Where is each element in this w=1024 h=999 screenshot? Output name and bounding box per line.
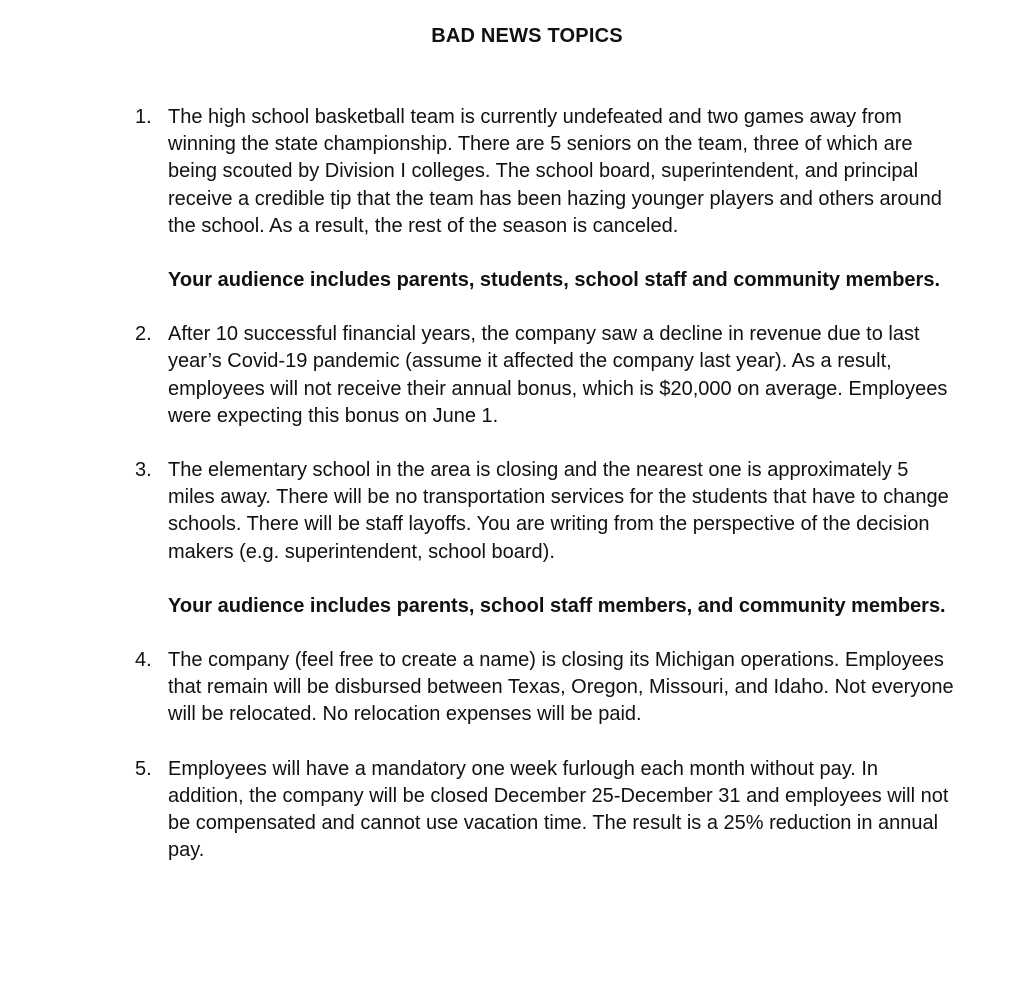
item-text: The elementary school in the area is closing and the nearest one is approximately 5 miles away. There will be no transportation services for the students that have to change schools. There will be staff layoffs. You are writing from the perspective of the decision makers (e.g. superintendent, school board).	[168, 459, 949, 563]
item-number: 5.	[135, 757, 152, 780]
item-text: Employees will have a mandatory one week furlough each month without pay. In addition, the company will be closed December 25-December 31 and employees will not be compensated and cannot use vacation time. The result is a 25% reduction in annual pay.	[168, 757, 949, 862]
topic-list	[135, 104, 955, 864]
item-audience: Your audience includes parents, students, school staff and community members.	[168, 269, 941, 292]
item-number: 1.	[135, 106, 152, 128]
item-text: After 10 successful financial years, the company saw a decline in revenue due to last year’s Covid-19 pandemic (assume it affected the company last year). As a result, employees will not receive their annual bonus, which is $20,000 on average. Employees were expecting this bonus on June 1.	[168, 323, 948, 427]
item-audience: Your audience includes parents, school staff members, and community members.	[168, 594, 946, 617]
item-text: The high school basketball team is currently undefeated and two games away from winning the state championship. There are 5 seniors on the team, three of which are being scouted by Division I colleges. The school board, superintendent, and principal receive a credible tip that the team has been hazing younger players and others around the school. As a result, the rest of the season is canceled.	[168, 106, 942, 237]
item-number: 4.	[135, 649, 152, 672]
list-item-2	[135, 321, 955, 430]
list-item-4	[135, 647, 955, 729]
document-title: BAD NEWS TOPICS	[431, 25, 623, 47]
item-text: The company (feel free to create a name) is closing its Michigan operations. Employees that remain will be disbursed between Texas, Oregon, Missouri, and Idaho. Not everyone will be relocated. No relocation expenses will be paid.	[168, 649, 954, 726]
item-number: 2.	[135, 323, 152, 346]
list-item-5	[135, 756, 955, 865]
item-number: 3.	[135, 459, 152, 482]
list-item-3	[135, 457, 955, 620]
list-item-1	[135, 104, 955, 294]
